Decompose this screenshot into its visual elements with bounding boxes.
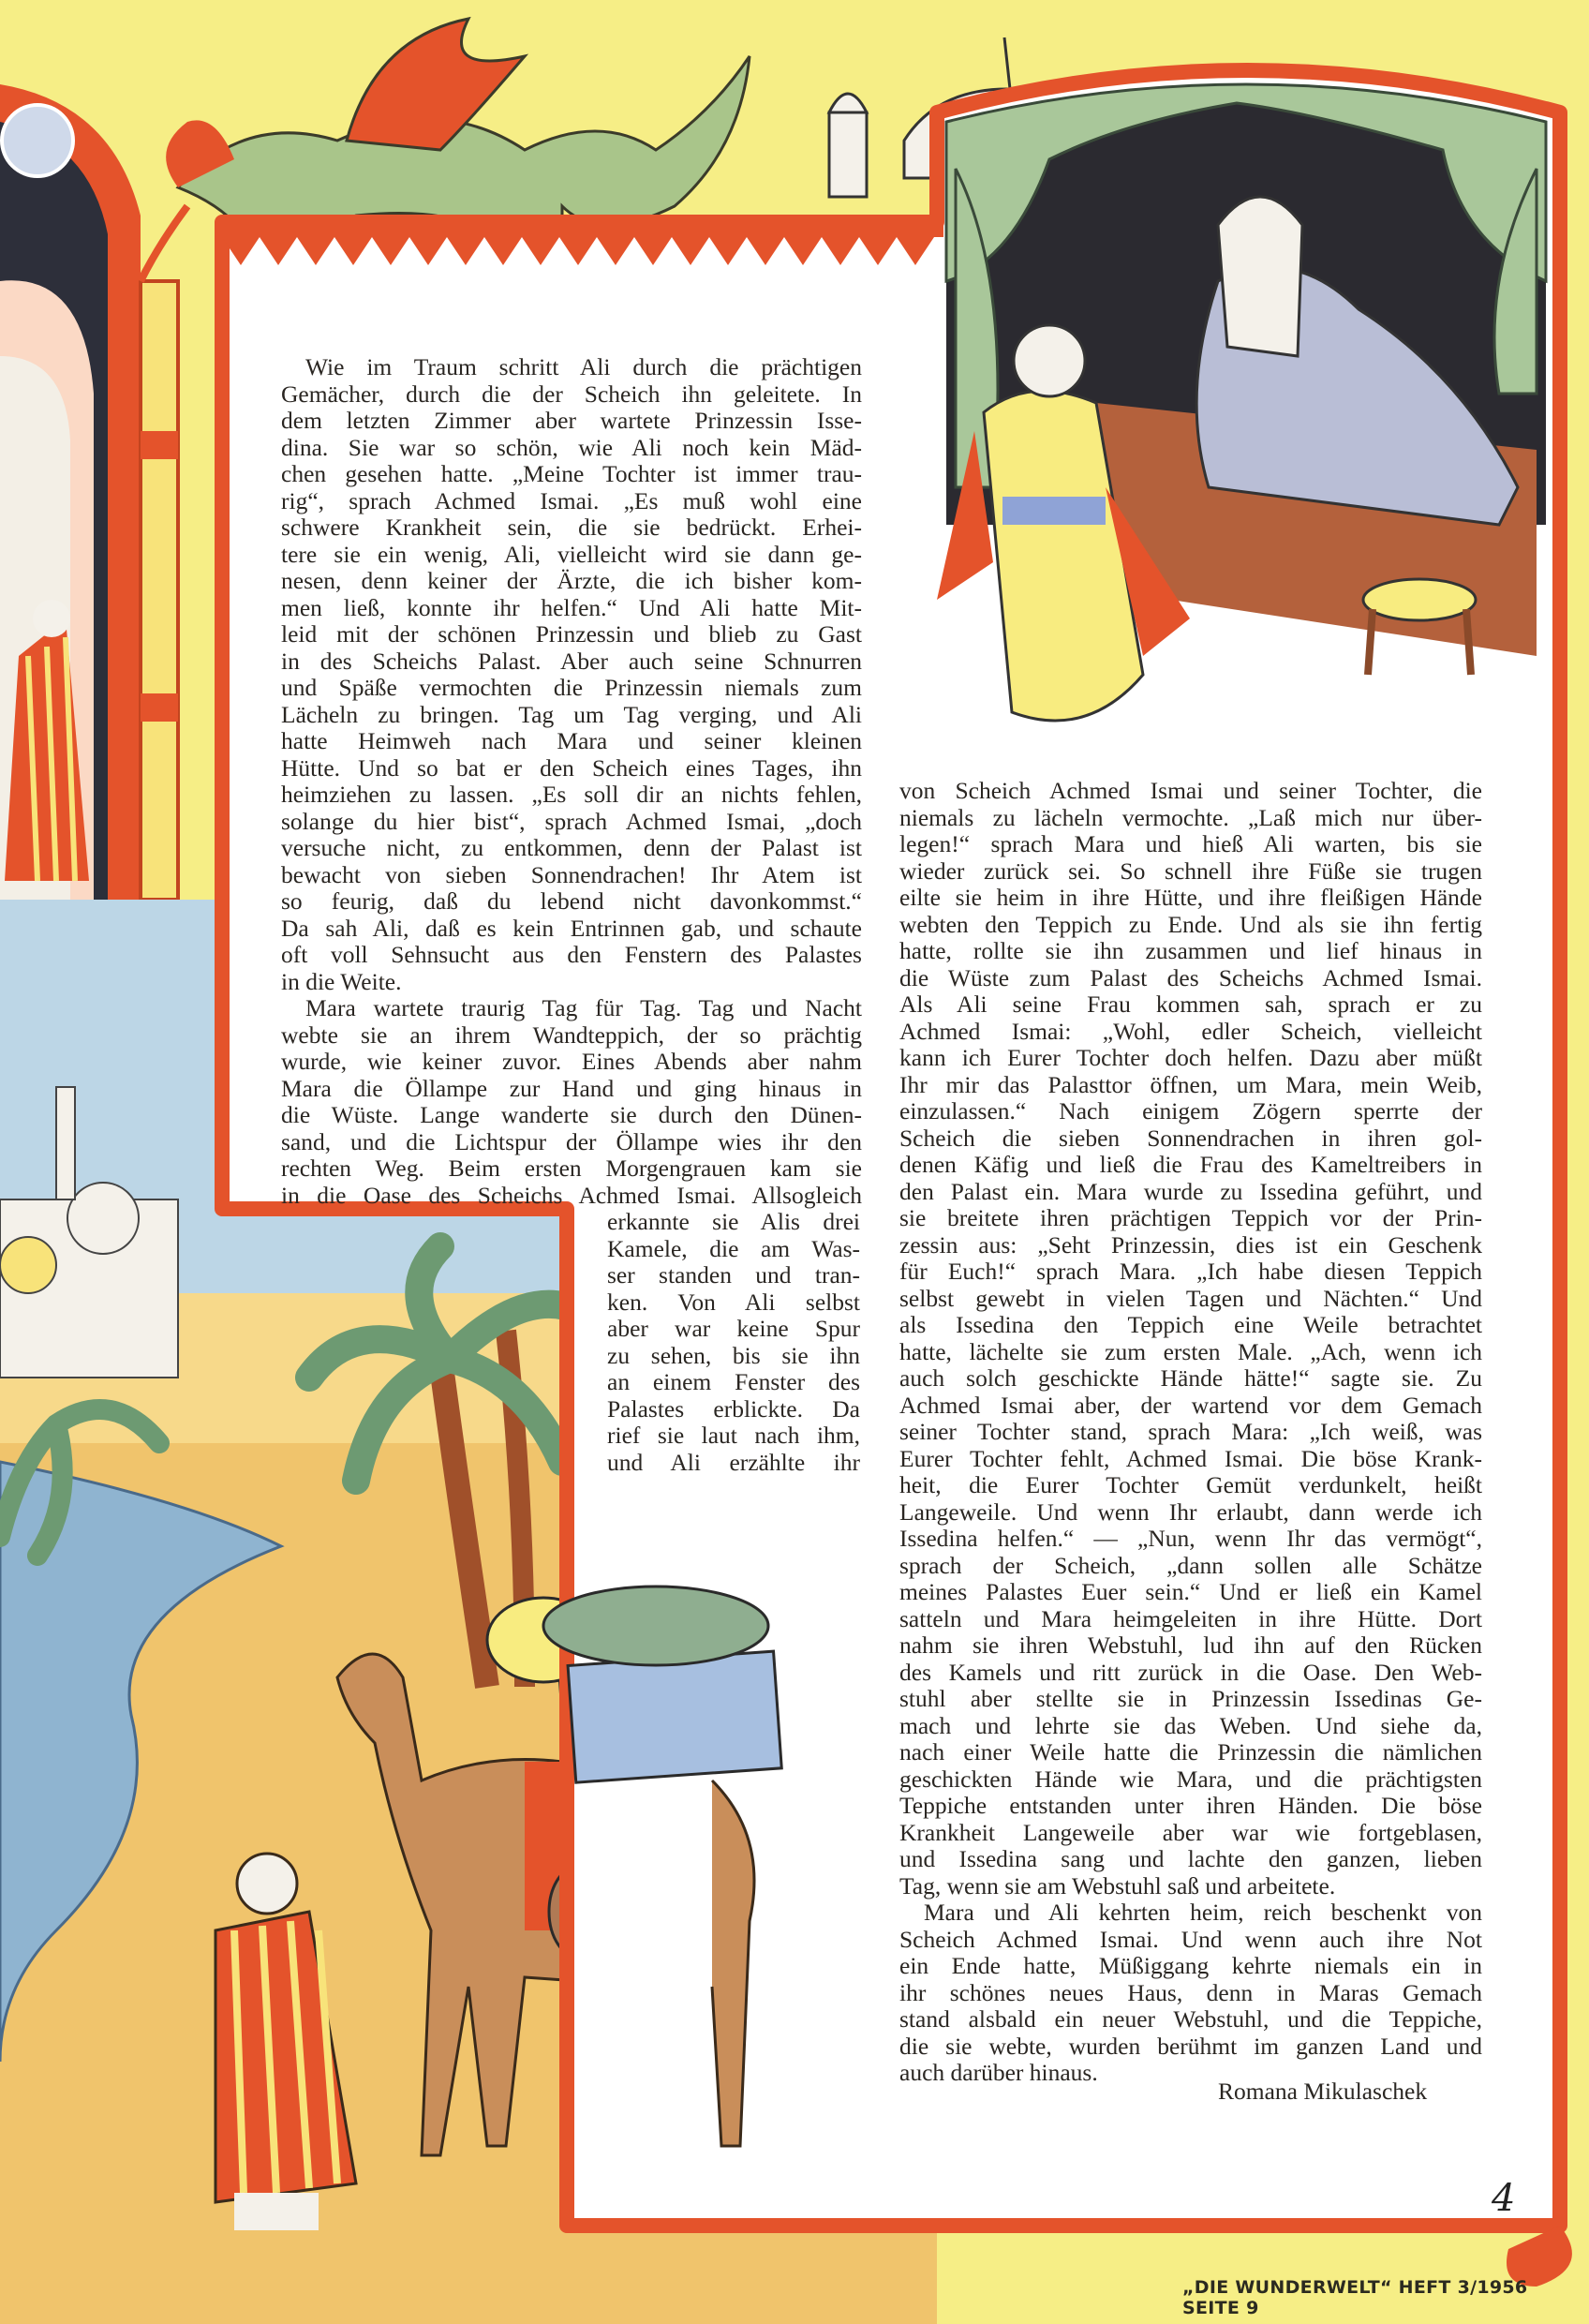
text-line: Langeweile. Und wenn Ihr erlaubt, dann werde ich: [899, 1497, 1482, 1526]
text-line: nahm sie ihren Webstuhl, lud ihn auf den Rücken: [899, 1631, 1482, 1659]
article-column-left-narrow: [607, 1209, 860, 1476]
magazine-footer: „DIE WUNDERWELT“ HEFT 3/1956 SEITE 9: [1182, 2277, 1528, 2318]
text-line: rechten Weg. Beim ersten Morgengrauen kam sie: [281, 1155, 862, 1182]
text-line: sie breitete ihren prächtigen Teppich vor der Prin-: [899, 1204, 1482, 1231]
text-line: nesen, denn keiner der Ärzte, die ich bisher kom-: [281, 567, 862, 594]
text-line: ein Ende hatte, Müßiggang kehrte niemals ein in: [899, 1952, 1482, 1979]
text-line: von Scheich Achmed Ismai und seiner Tochter, die: [899, 777, 1482, 804]
text-line: denen Käfig und ließ die Frau des Kameltreibers in: [899, 1151, 1482, 1178]
text-line: hatte, rollte sie ihn zusammen und lief hinaus in: [899, 937, 1482, 964]
text-line: niemals zu lächeln vermochte. „Laß mich nur über-: [899, 803, 1482, 831]
text-line: die Wüste zum Palast des Scheichs Achmed Ismai.: [899, 963, 1482, 991]
text-line: die Wüste. Lange wanderte sie durch den Dünen-: [281, 1101, 862, 1128]
text-line: chen gesehen hatte. „Meine Tochter ist immer trau-: [281, 460, 862, 487]
text-line: sprach der Scheich, „dann sollen alle Schätze: [899, 1551, 1482, 1579]
text-line: heimziehen zu lassen. „Es soll dir an nichts fehlen,: [281, 781, 862, 808]
text-line: Gemächer, durch die der Scheich ihn geleitete. In: [281, 380, 862, 408]
text-line: ken. Von Ali selbst: [607, 1288, 860, 1316]
text-line: Tag, wenn sie am Webstuhl saß und arbeitete.: [899, 1871, 1336, 1899]
text-line: als Issedina den Teppich eine Weile betrachtet: [899, 1311, 1482, 1338]
text-line: eilte sie heim in ihre Hütte, und ihre fleißigen Hände: [899, 884, 1482, 911]
text-line: Da sah Ali, daß es kein Entrinnen gab, und schaute: [281, 914, 862, 942]
text-line: wieder zurück sei. So schnell ihre Füße sie trugen: [899, 857, 1482, 885]
text-line: heit, die Eurer Tochter Gemüt verdunkelt, heißt: [899, 1471, 1482, 1498]
text-line: nach einer Weile hatte die Prinzessin die nämlichen: [899, 1738, 1482, 1765]
text-line: dem letzten Zimmer aber wartete Prinzessin Isse-: [281, 407, 862, 434]
article-column-left: [281, 354, 862, 1209]
text-line: oft voll Sehnsucht aus den Fenstern des Palastes: [281, 941, 862, 968]
text-line: satteln und Mara heimgeleiten in ihre Hütte. Dort: [899, 1604, 1482, 1632]
text-line: die sie webte, wurden berühmt im ganzen Land und: [899, 2032, 1482, 2060]
text-line: Scheich die sieben Sonnendrachen in ihren gol-: [899, 1124, 1482, 1152]
text-line: den Palast ein. Mara wurde zu Issedina geführt, und: [899, 1177, 1482, 1205]
text-line: tere sie ein wenig, Ali, vielleicht wird sie dann ge-: [281, 540, 862, 568]
text-line: Wie im Traum schritt Ali durch die prächtigen: [305, 353, 862, 380]
text-line: auch solch geschickte Hände hätte!“ sagte sie. Zu: [899, 1364, 1482, 1392]
artist-monogram: 4: [1492, 2177, 1516, 2220]
text-line: Palastes erblickte. Da: [607, 1394, 860, 1423]
text-line: Scheich Achmed Ismai. Und wenn auch ihre Not: [899, 1925, 1482, 1953]
text-line: ser standen und tran-: [607, 1261, 860, 1289]
text-line: auch darüber hinaus.: [899, 2059, 1098, 2086]
text-line: stuhl aber stellte sie in Prinzessin Issedinas Ge-: [899, 1685, 1482, 1712]
text-line: mach und lehrte sie das Weben. Und siehe da,: [899, 1711, 1482, 1739]
text-line: legen!“ sprach Mara und hieß Ali warten, bis sie: [899, 830, 1482, 857]
text-line: in des Scheichs Palast. Aber auch seine Schnurren: [281, 647, 862, 675]
text-line: und Issedina sang und lachte den ganzen, lieben: [899, 1845, 1482, 1872]
text-line: einzulassen.“ Nach einigem Zögern sperrte der: [899, 1097, 1482, 1125]
text-line: und Ali erzählte ihr: [607, 1448, 860, 1476]
text-line: in die Oase des Scheichs Achmed Ismai. Allsogleich: [281, 1181, 862, 1209]
text-line: Mara und Ali kehrten heim, reich beschenkt von: [924, 1899, 1482, 1926]
text-line: Hütte. Und so bat er den Scheich eines Tages, ihn: [281, 753, 862, 782]
text-line: selbst gewebt in vielen Tagen und Nächten.“ Und: [899, 1284, 1482, 1312]
text-line: leid mit der schönen Prinzessin und blieb zu Gast: [281, 620, 862, 648]
text-line: hatte, lächelte sie zum ersten Male. „Ach, wenn ich: [899, 1337, 1482, 1365]
text-line: erkannte sie Alis drei: [607, 1208, 860, 1235]
text-line: Teppiche entstanden unter ihren Händen. Die böse: [899, 1792, 1482, 1819]
text-line: ihr schönes neues Haus, denn in Maras Gemach: [899, 1978, 1482, 2006]
text-line: meines Palastes Euer sein.“ Und er ließ ein Kamel: [899, 1578, 1482, 1605]
text-line: Als Ali seine Frau kommen sah, sprach er zu: [899, 991, 1482, 1018]
text-line: in die Weite.: [281, 967, 402, 995]
text-line: hatte Heimweh nach Mara und seiner kleinen: [281, 727, 862, 754]
text-line: des Kamels und ritt zurück in die Oase. Den Web-: [899, 1658, 1482, 1686]
text-line: und Späße vermochten die Prinzessin niemals zum: [281, 674, 862, 701]
text-line: Mara wartete traurig Tag für Tag. Tag und Nacht: [305, 994, 862, 1021]
text-line: für Euch!“ sprach Mara. „Ich habe diesen Teppich: [899, 1258, 1482, 1285]
text-line: Achmed Ismai: „Wohl, edler Scheich, vielleicht: [899, 1017, 1482, 1045]
text-line: schwere Krankheit sein, die sie bedrückt. Erhei-: [281, 514, 862, 541]
text-line: webten den Teppich zu Ende. Und als sie ihn fertig: [899, 910, 1482, 938]
text-line: Achmed Ismai aber, der wartend vor dem Gemach: [899, 1391, 1482, 1419]
text-line: rig“, sprach Achmed Ismai. „Es muß wohl eine: [281, 486, 862, 514]
text-line: Lächeln zu bringen. Tag um Tag verging, und Ali: [281, 700, 862, 728]
text-line: zessin aus: „Seht Prinzessin, dies ist ein Geschenk: [899, 1230, 1482, 1259]
text-line: aber war keine Spur: [607, 1315, 860, 1342]
author-signature: Romana Mikulaschek: [1218, 2078, 1428, 2105]
text-line: solange du hier bist“, sprach Achmed Ismai, „doch: [281, 807, 862, 835]
text-line: Eurer Tochter fehlt, Achmed Ismai. Die böse Krank-: [899, 1444, 1482, 1472]
text-line: Kamele, die am Was-: [607, 1234, 860, 1262]
text-line: webte sie an ihrem Wandteppich, der so prächtig: [281, 1020, 862, 1049]
article-column-right: [899, 778, 1482, 2087]
text-line: zu sehen, bis sie ihn: [607, 1341, 860, 1369]
text-line: sand, und die Lichtspur der Öllampe wies ihr den: [281, 1127, 862, 1155]
text-line: bewacht von sieben Sonnendrachen! Ihr Atem ist: [281, 860, 862, 888]
text-line: Issedina helfen.“ — „Nun, wenn Ihr das vermögt“,: [899, 1525, 1482, 1552]
text-line: wurde, wie keiner zuvor. Eines Abends aber nahm: [281, 1048, 862, 1075]
text-line: geschickten Hände wie Mara, und die prächtigsten: [899, 1765, 1482, 1793]
text-line: dina. Sie war so schön, wie Ali noch kein Mäd-: [281, 433, 862, 461]
text-line: Krankheit Langeweile aber war wie fortgeblasen,: [899, 1818, 1482, 1846]
text-line: Mara die Öllampe zur Hand und ging hinaus in: [281, 1074, 862, 1102]
text-line: seiner Tochter stand, sprach Mara: „Ich weiß, was: [899, 1418, 1482, 1445]
text-line: men ließ, konnte ihr helfen.“ Und Ali hatte Mit-: [281, 593, 862, 621]
text-line: versuche nicht, zu entkommen, denn der Palast ist: [281, 834, 862, 861]
text-line: kann ich Eurer Tochter doch helfen. Dazu aber müßt: [899, 1044, 1482, 1071]
text-line: Ihr mir das Palasttor öffnen, um Mara, mein Weib,: [899, 1070, 1482, 1098]
text-line: an einem Fenster des: [607, 1368, 860, 1395]
text-line: rief sie laut nach ihm,: [607, 1422, 860, 1449]
text-line: so feurig, daß du lebend nicht davonkommst.“: [281, 887, 862, 915]
text-line: stand alsbald ein neuer Webstuhl, und die Teppiche,: [899, 2005, 1482, 2033]
